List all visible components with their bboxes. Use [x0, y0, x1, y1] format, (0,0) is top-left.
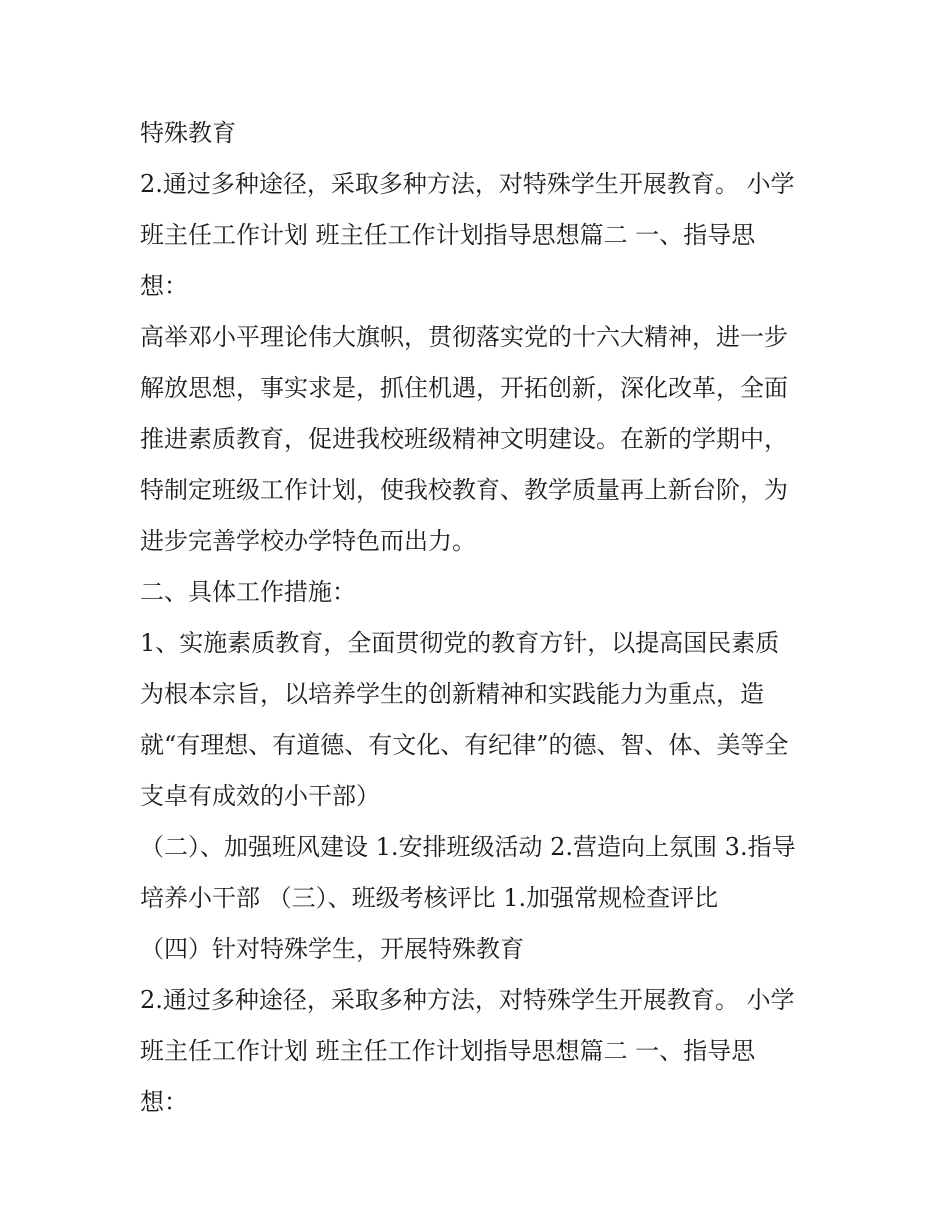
text-line: 特制定班级工作计划，使我校教育、教学质量再上新台阶，为	[140, 476, 788, 504]
text-line: 高举邓小平理论伟大旗帜，贯彻落实党的十六大精神，进一步	[140, 323, 788, 351]
text-line: 班主任工作计划 班主任工作计划指导思想篇二 一、指导思	[140, 221, 756, 249]
text-line: 二、具体工作措施：	[140, 578, 356, 606]
text-line: 班主任工作计划 班主任工作计划指导思想篇二 一、指导思	[140, 1037, 756, 1065]
text-line: 2.通过多种途径，采取多种方法，对特殊学生开展教育。 小学	[140, 170, 795, 198]
text-line: 为根本宗旨，以培养学生的创新精神和实践能力为重点，造	[140, 680, 764, 708]
text-line: （二）、加强班风建设 1.安排班级活动 2.营造向上氛围 3.指导	[140, 833, 796, 861]
text-line: 1、实施素质教育，全面贯彻党的教育方针，以提高国民素质	[140, 629, 780, 657]
text-line: 就“有理想、有道德、有文化、有纪律”的德、智、体、美等全	[140, 731, 789, 759]
text-line: 2.通过多种途径，采取多种方法，对特殊学生开展教育。 小学	[140, 986, 795, 1014]
text-line: 支卓有成效的小干部）	[140, 782, 380, 810]
text-line: （四）针对特殊学生，开展特殊教育	[140, 935, 524, 963]
text-line: 特殊教育	[140, 119, 236, 147]
text-line: 解放思想，事实求是，抓住机遇，开拓创新，深化改革，全面	[140, 374, 788, 402]
text-line: 想：	[140, 1088, 188, 1116]
text-line: 想：	[140, 272, 188, 300]
text-line: 进步完善学校办学特色而出力。	[140, 527, 476, 555]
text-line: 推进素质教育，促进我校班级精神文明建设。在新的学期中，	[140, 425, 788, 453]
text-line: 培养小干部 （三）、班级考核评比 1.加强常规检查评比	[140, 884, 719, 912]
document-body	[140, 108, 820, 1128]
